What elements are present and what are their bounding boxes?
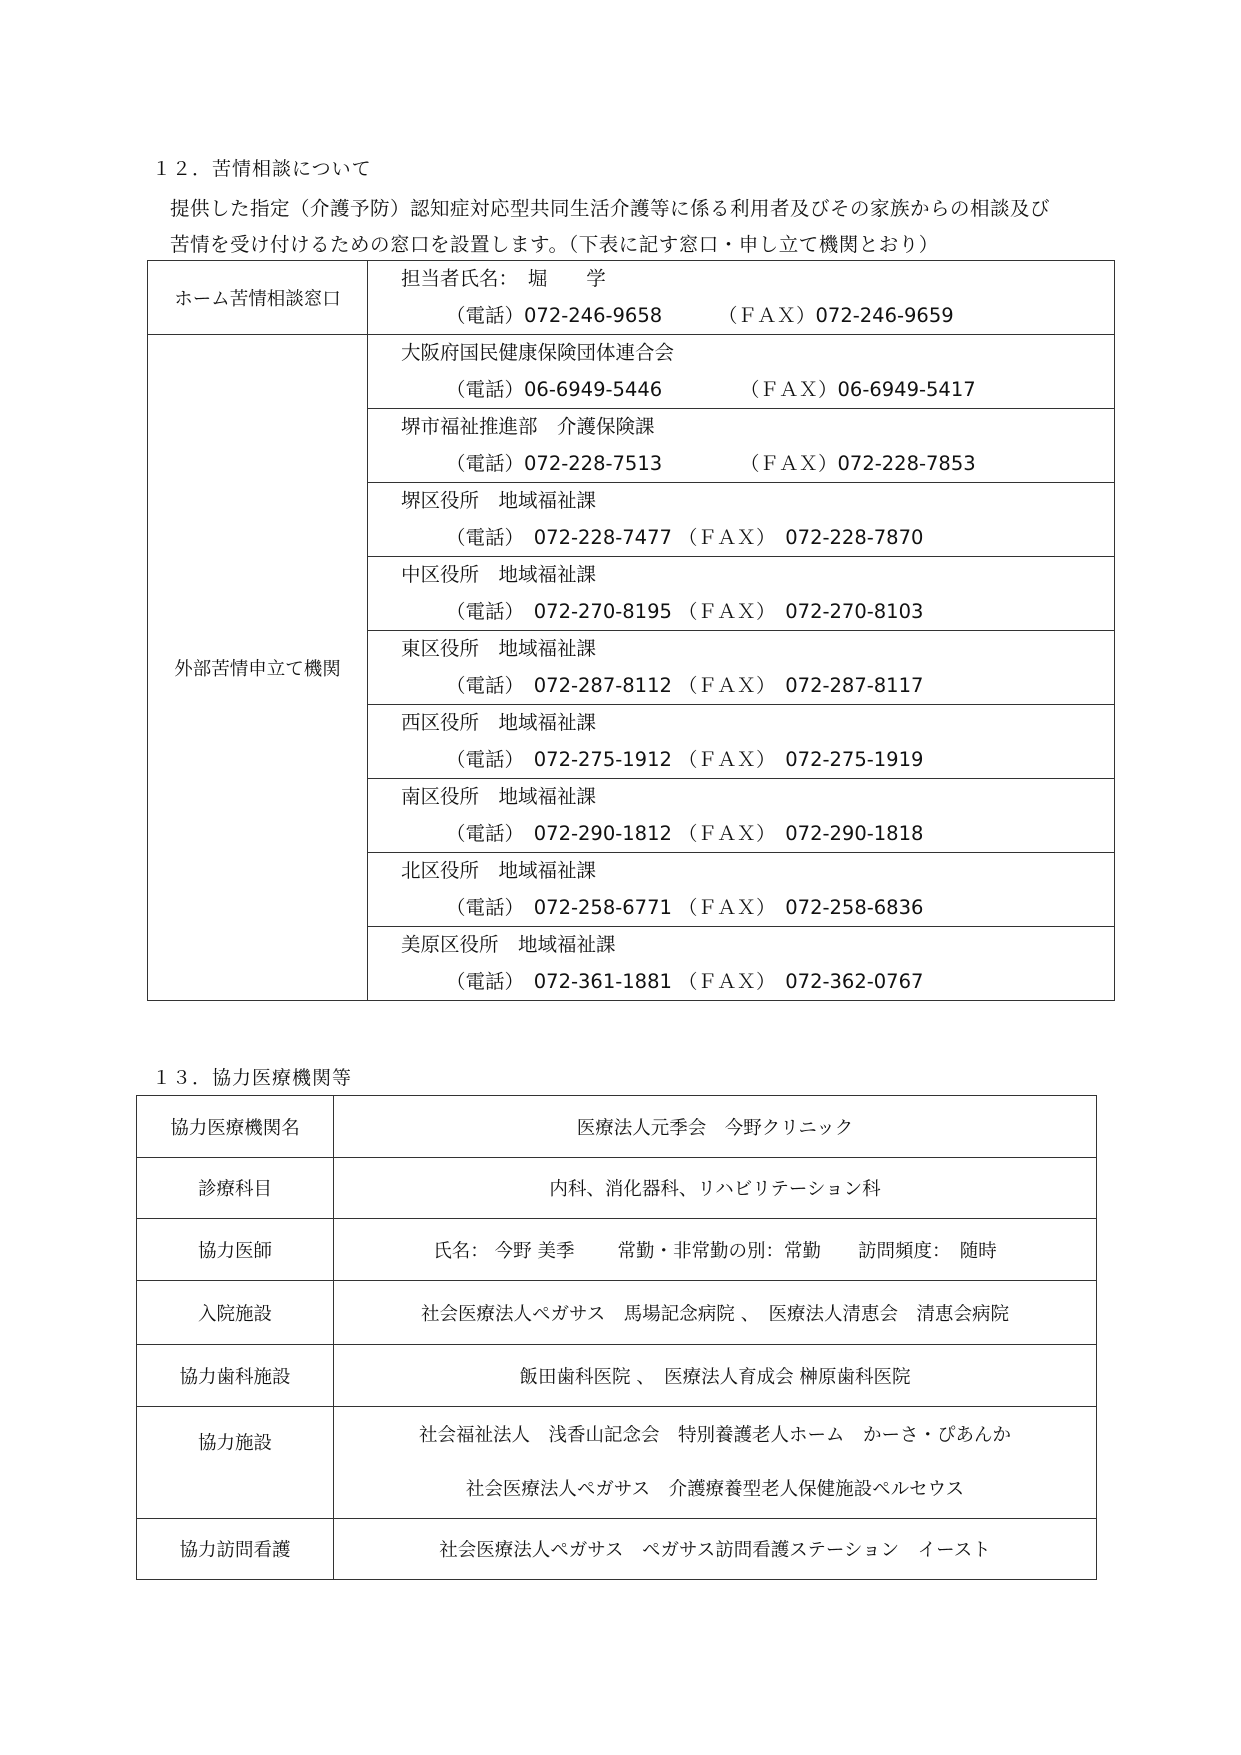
agency-phone-line bbox=[368, 815, 1114, 852]
facility-label: 協力施設 bbox=[137, 1407, 334, 1519]
medical-row-value: 医療法人元季会 今野クリニック bbox=[334, 1096, 1097, 1158]
nursing-label: 協力訪問看護 bbox=[137, 1519, 334, 1580]
agency-name: 北区役所 地域福祉課 bbox=[401, 859, 597, 882]
facility-line-2: 社会医療法人ペガサス 介護療養型老人保健施設ペルセウス bbox=[465, 1478, 965, 1500]
agency-tel: （電話） 072-361-1881 bbox=[446, 970, 672, 993]
agency-tel: （電話） 072-287-8112 bbox=[446, 674, 672, 697]
medical-row bbox=[137, 1096, 1097, 1158]
agency-phone-line bbox=[368, 667, 1114, 704]
agency-fax: （ＦＡＸ） 072-362-0767 bbox=[678, 970, 924, 993]
medical-row-value: 氏名： 今野 美季 常勤・非常勤の別：常勤 訪問頻度： 随時 bbox=[334, 1219, 1097, 1281]
agency-fax: （ＦＡＸ） 072-228-7870 bbox=[678, 526, 924, 549]
agency-name: 中区役所 地域福祉課 bbox=[401, 563, 597, 586]
agency-cell bbox=[368, 557, 1115, 631]
agency-fax: （ＦＡＸ） 072-275-1919 bbox=[678, 748, 924, 771]
section-12-intro-line-1: 提供した指定（介護予防）認知症対応型共同生活介護等に係る利用者及びその家族からの相談及び bbox=[170, 197, 1051, 220]
agency-tel: （電話）072-228-7513 bbox=[446, 452, 663, 475]
home-phone-line bbox=[368, 297, 1114, 334]
home-contact-cell bbox=[368, 261, 1115, 335]
home-tel: （電話）072-246-9658 bbox=[446, 304, 663, 327]
agency-name: 南区役所 地域福祉課 bbox=[401, 785, 597, 808]
medical-row-label: 協力歯科施設 bbox=[137, 1345, 334, 1407]
agency-tel: （電話） 072-290-1812 bbox=[446, 822, 672, 845]
medical-row-value: 社会医療法人ペガサス 馬場記念病院 、 医療法人清恵会 清恵会病院 bbox=[334, 1281, 1097, 1345]
agency-phone-line bbox=[368, 593, 1114, 630]
medical-row-label: 診療科目 bbox=[137, 1158, 334, 1219]
agency-tel: （電話） 072-258-6771 bbox=[446, 896, 672, 919]
agency-fax: （ＦＡＸ）072-228-7853 bbox=[740, 452, 976, 475]
agency-cell bbox=[368, 779, 1115, 853]
agency-name: 堺市福祉推進部 介護保険課 bbox=[401, 415, 655, 438]
medical-table bbox=[136, 1095, 1097, 1580]
agency-cell bbox=[368, 409, 1115, 483]
medical-row-value: 内科、消化器科、リハビリテーション科 bbox=[334, 1158, 1097, 1219]
agency-name: 堺区役所 地域福祉課 bbox=[401, 489, 597, 512]
agency-name: 東区役所 地域福祉課 bbox=[401, 637, 597, 660]
complaints-table bbox=[147, 260, 1115, 1001]
agency-phone-line bbox=[368, 741, 1114, 778]
nursing-row bbox=[137, 1519, 1097, 1580]
agency-tel: （電話） 072-228-7477 bbox=[446, 526, 672, 549]
agency-cell bbox=[368, 483, 1115, 557]
agency-phone-line bbox=[368, 445, 1114, 482]
external-agency-label: 外部苦情申立て機関 bbox=[148, 335, 368, 1001]
agency-cell bbox=[368, 631, 1115, 705]
agency-tel: （電話） 072-275-1912 bbox=[446, 748, 672, 771]
section-12-title: １２．苦情相談について bbox=[152, 158, 372, 180]
agency-cell bbox=[368, 705, 1115, 779]
agency-phone-line bbox=[368, 371, 1114, 408]
medical-row bbox=[137, 1158, 1097, 1219]
agency-phone-line bbox=[368, 963, 1114, 1000]
medical-row-label: 入院施設 bbox=[137, 1281, 334, 1345]
agency-fax: （ＦＡＸ） 072-258-6836 bbox=[678, 896, 924, 919]
agency-cell bbox=[368, 853, 1115, 927]
agency-fax: （ＦＡＸ） 072-270-8103 bbox=[678, 600, 924, 623]
nursing-value: 社会医療法人ペガサス ペガサス訪問看護ステーション イースト bbox=[334, 1519, 1097, 1580]
agency-tel: （電話） 072-270-8195 bbox=[446, 600, 672, 623]
agency-cell bbox=[368, 927, 1115, 1001]
agency-cell bbox=[368, 335, 1115, 409]
agency-phone-line bbox=[368, 519, 1114, 556]
agency-name: 美原区役所 地域福祉課 bbox=[401, 933, 616, 956]
medical-row bbox=[137, 1219, 1097, 1281]
agency-phone-line bbox=[368, 889, 1114, 926]
section-13-title: １３．協力医療機関等 bbox=[152, 1067, 353, 1089]
home-contact-label: ホーム苦情相談窓口 bbox=[148, 261, 368, 335]
home-contact-row bbox=[148, 261, 1115, 335]
facility-cell bbox=[334, 1407, 1097, 1519]
agency-fax: （ＦＡＸ） 072-287-8117 bbox=[678, 674, 924, 697]
agency-name: 大阪府国民健康保険団体連合会 bbox=[401, 341, 675, 364]
section-12-intro-line-2: 苦情を受け付けるための窓口を設置します。（下表に記す窓口・申し立て機関とおり） bbox=[170, 233, 939, 256]
agency-tel: （電話）06-6949-5446 bbox=[446, 378, 663, 401]
facility-line-1: 社会福祉法人 浅香山記念会 特別養護老人ホーム かーさ・ぴあんか bbox=[418, 1424, 1011, 1446]
medical-row bbox=[137, 1345, 1097, 1407]
medical-row-label: 協力医療機関名 bbox=[137, 1096, 334, 1158]
agency-name: 西区役所 地域福祉課 bbox=[401, 711, 597, 734]
agency-fax: （ＦＡＸ） 072-290-1818 bbox=[678, 822, 924, 845]
medical-row bbox=[137, 1281, 1097, 1345]
agency-row bbox=[148, 335, 1115, 409]
medical-row-value: 飯田歯科医院 、 医療法人育成会 榊原歯科医院 bbox=[334, 1345, 1097, 1407]
medical-row-label: 協力医師 bbox=[137, 1219, 334, 1281]
agency-fax: （ＦＡＸ）06-6949-5417 bbox=[740, 378, 976, 401]
home-fax: （ＦＡＸ）072-246-9659 bbox=[718, 304, 954, 327]
home-person: 担当者氏名： 堀 学 bbox=[401, 267, 606, 290]
facility-row bbox=[137, 1407, 1097, 1519]
